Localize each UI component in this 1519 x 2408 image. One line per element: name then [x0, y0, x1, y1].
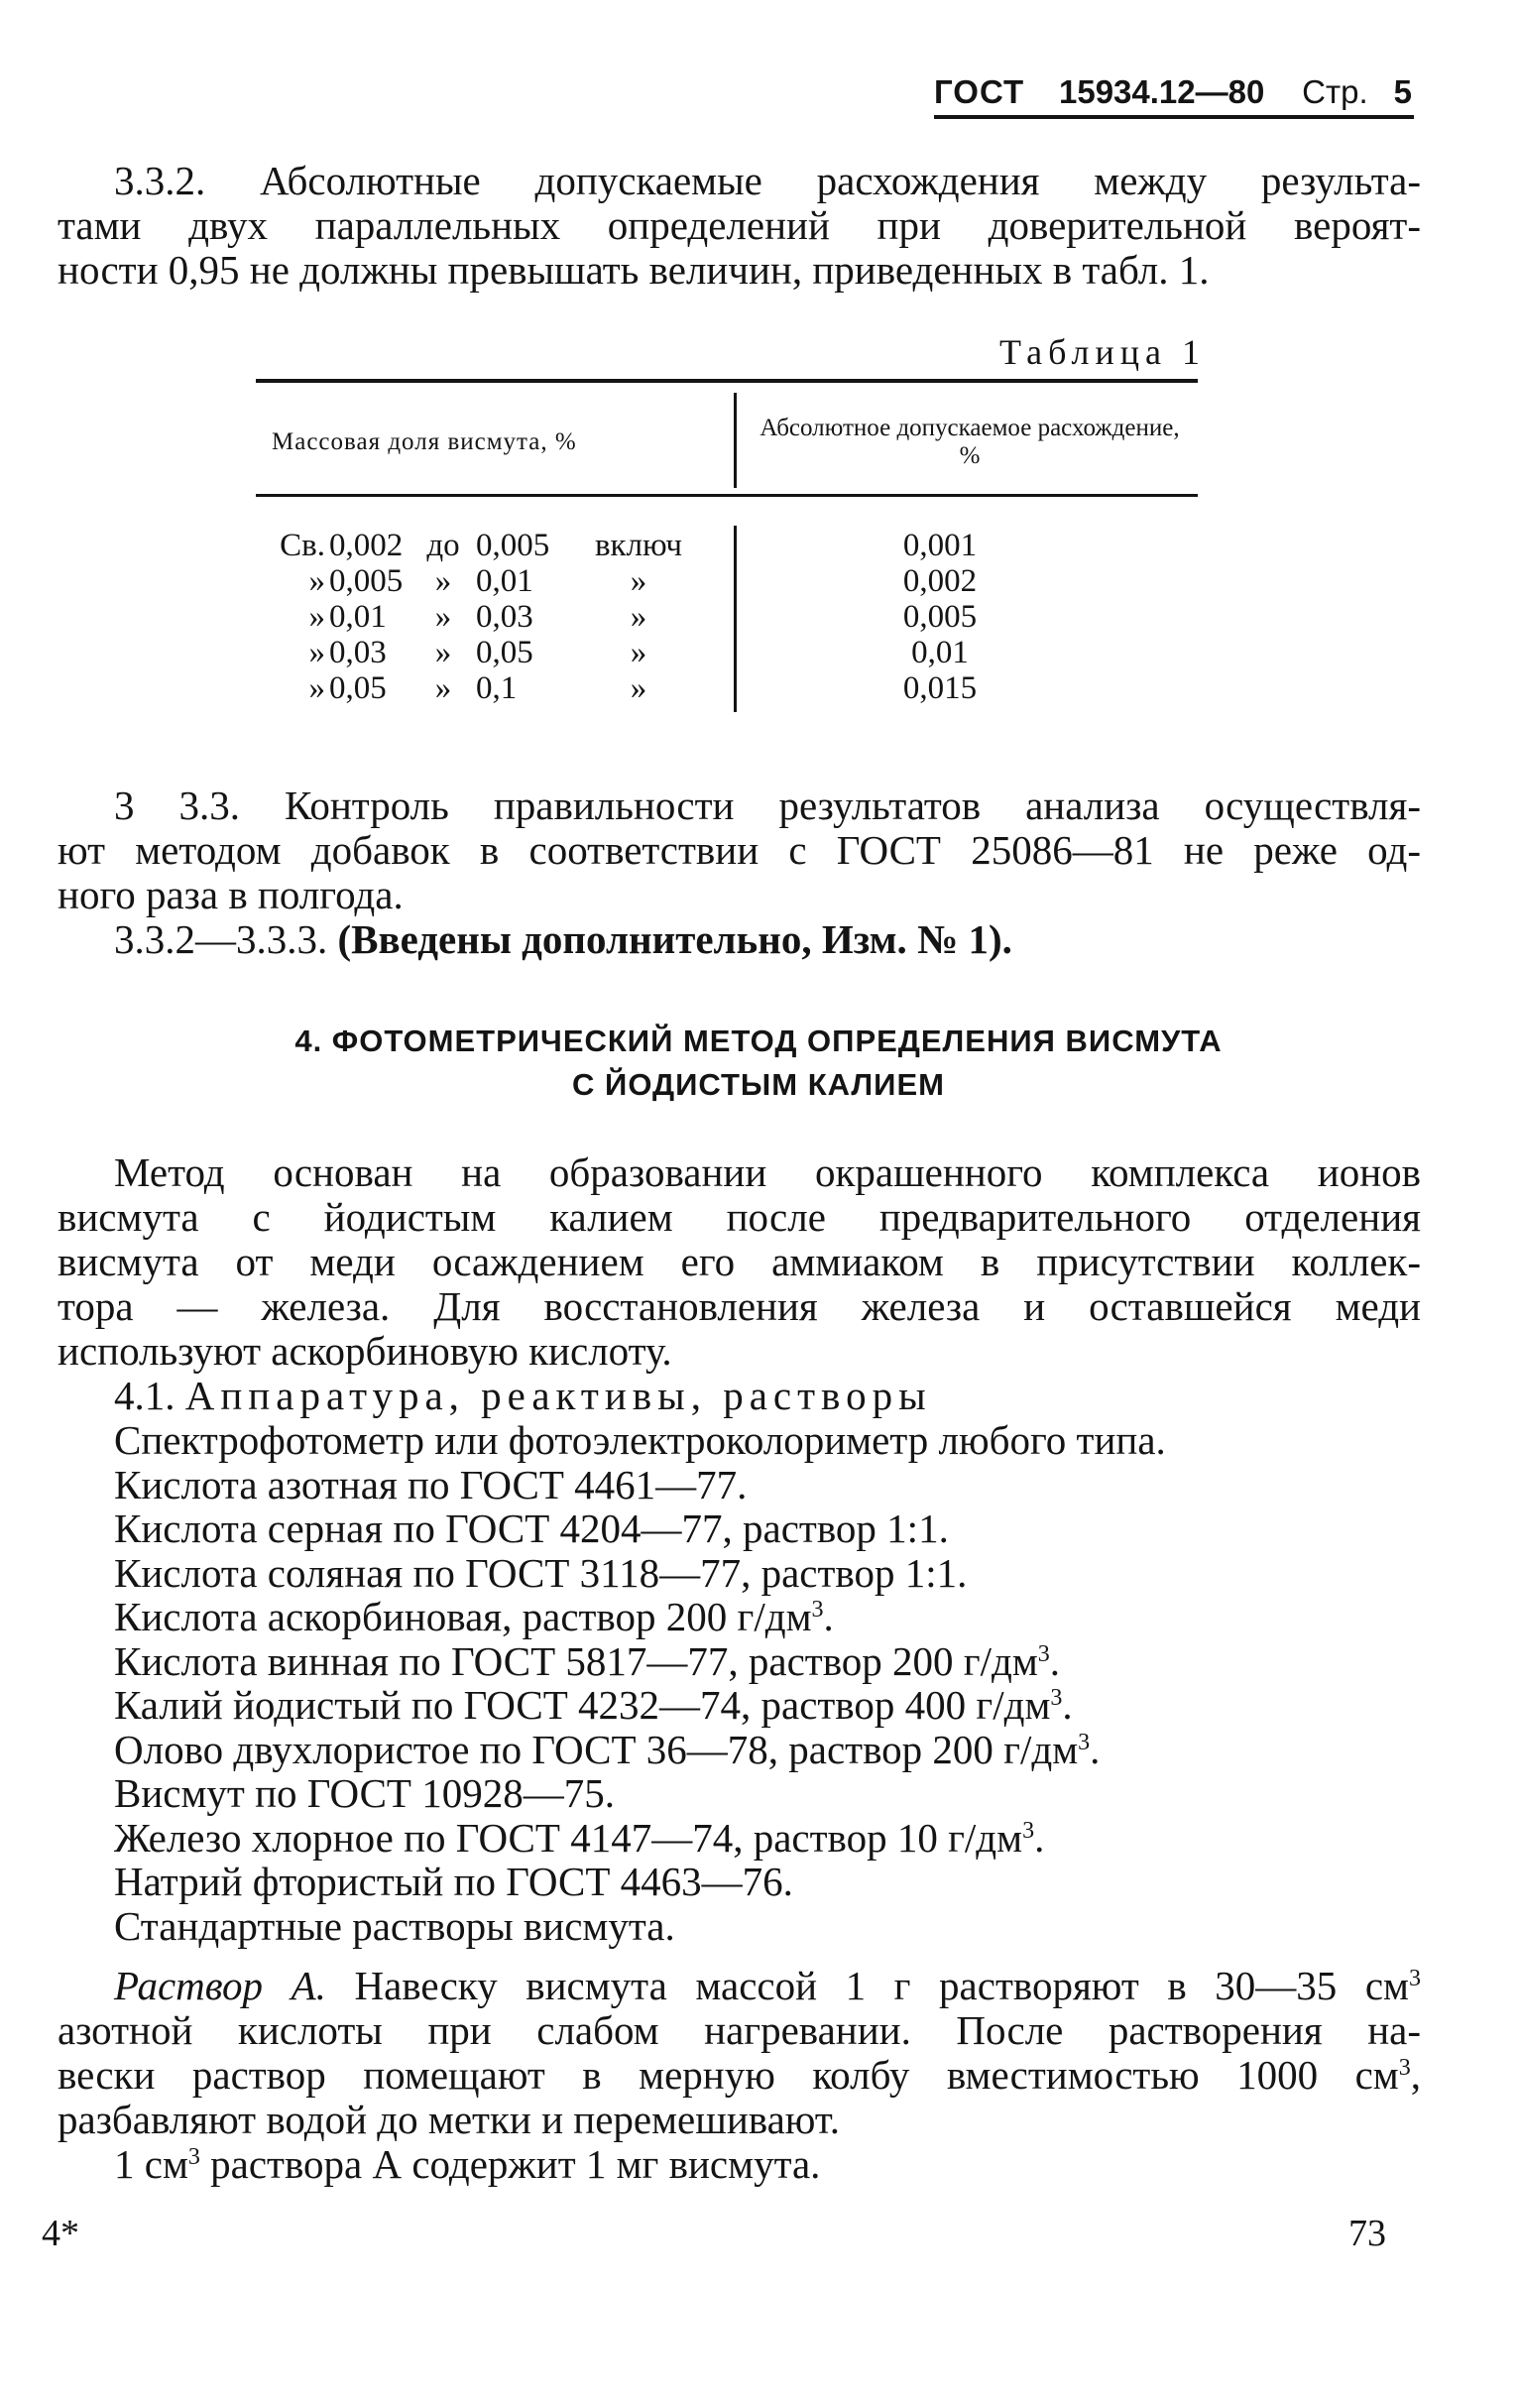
- table-row: [256, 670, 1198, 706]
- section-intro-cont: [58, 1195, 1421, 1240]
- row-value: 0,001: [902, 528, 978, 563]
- list-item: Железо хлорное по ГОСТ 4147—74, раствор 10 $г/дм^3$.: [114, 1814, 1045, 1861]
- row-suffix: »: [630, 670, 647, 706]
- paragraph-3-3-3: [114, 783, 1421, 828]
- list-item: Кислота серная по ГОСТ 4204—77, раствор 1:1.: [114, 1505, 949, 1551]
- paragraph-line: Метод основан на образовании окрашенного комплекса ионов: [114, 1149, 1421, 1195]
- table-row: [256, 563, 1198, 599]
- row-from: 0,002: [329, 528, 404, 563]
- row-suffix: »: [630, 635, 647, 670]
- amendment-ref: 3.3.2—3.3.3.: [114, 916, 328, 962]
- row-to-word: »: [434, 563, 452, 599]
- row-to: 0,03: [476, 599, 533, 635]
- row-suffix: »: [630, 599, 647, 635]
- row-from: 0,01: [329, 599, 387, 635]
- paragraph-line: азотной кислоты при слабом нагревании. После растворения на-: [58, 2007, 1421, 2053]
- row-to: 0,05: [476, 635, 533, 670]
- list-item: Кислота винная по ГОСТ 5817—77, раствор 200 $г/дм^3$.: [114, 1637, 1061, 1684]
- subsection-title: Аппаратура, реактивы, растворы: [184, 1373, 932, 1418]
- paragraph-3-3-2-cont: [58, 203, 1421, 248]
- table-body: [256, 528, 1198, 706]
- row-to-word: »: [434, 599, 452, 635]
- paragraph-3-3-2-end: [58, 248, 1421, 293]
- paragraph-line: тора — железа. Для восстановления железа и оставшейся меди: [58, 1283, 1421, 1329]
- solution-a-end: [58, 2098, 1421, 2142]
- table-row: [256, 528, 1198, 563]
- row-to: 0,005: [476, 528, 550, 563]
- section-title: [149, 1020, 1368, 1107]
- section-intro-end: [58, 1329, 1421, 1374]
- row-from: 0,005: [329, 563, 404, 599]
- footer-signature-mark: 4*: [42, 2213, 79, 2254]
- list-item: Кислота азотная по ГОСТ 4461—77.: [114, 1461, 748, 1507]
- paragraph-line: 3 3.3. Контроль правильности результатов анализа осуществля-: [114, 783, 1421, 828]
- list-item: Стандартные растворы висмута.: [114, 1902, 675, 1949]
- subsection-4-1-heading: [114, 1374, 1421, 1418]
- row-prefix: »: [308, 670, 325, 706]
- section-title-line-2: С ЙОДИСТЫМ КАЛИЕМ: [572, 1067, 945, 1102]
- footer-page-number: 73: [1348, 2213, 1386, 2254]
- reagents-list: [114, 1418, 1421, 1948]
- paragraph-line: ности 0,95 не должны превышать величин, приведенных в табл. 1.: [58, 247, 1210, 293]
- section-intro: [114, 1150, 1421, 1195]
- table-1: [256, 379, 1198, 716]
- row-to-word: до: [426, 528, 460, 563]
- page-header: [934, 69, 1414, 119]
- table-caption: Таблица 1: [999, 332, 1206, 372]
- paragraph-line: тами двух параллельных определений при доверительной вероят-: [58, 202, 1421, 248]
- row-suffix: включ: [594, 528, 683, 563]
- row-value: 0,005: [902, 599, 978, 635]
- solution-a-cont: [58, 2008, 1421, 2053]
- paragraph-line: висмута с йодистым калием после предварительного отделения: [58, 1194, 1421, 1240]
- table-header-mass-fraction: Массовая доля висмута, %: [272, 428, 577, 455]
- list-item: Кислота аскорбиновая, раствор 200 $г/дм^3$.: [114, 1594, 834, 1639]
- row-from: 0,05: [329, 670, 387, 706]
- solution-a-content: 1 $см^3$ раствора А содержит 1 мг висмута.: [114, 2141, 821, 2187]
- row-prefix: »: [308, 599, 325, 635]
- row-from: 0,03: [329, 635, 387, 670]
- table-row: [256, 599, 1198, 635]
- solution-a-cont: вески раствор помещают в мерную колбу вместимостью 1000 $см^3$,: [58, 2052, 1421, 2098]
- solution-a-label: Раствор А.: [114, 1963, 326, 2008]
- row-to-word: »: [434, 670, 452, 706]
- paragraph-line: висмута от меди осаждением его аммиаком в присутствии коллек-: [58, 1239, 1421, 1284]
- list-item: Олово двухлористое по ГОСТ 36—78, раствор 200 $г/дм^3$.: [114, 1726, 1101, 1772]
- table-row: [256, 635, 1198, 670]
- paragraph-line: ного раза в полгода.: [58, 872, 404, 917]
- row-prefix: Св.: [280, 528, 325, 563]
- table-header-tolerance: Абсолютное допускаемое расхождение, %: [760, 415, 1180, 469]
- list-item: Висмут по ГОСТ 10928—75.: [114, 1770, 615, 1816]
- list-item: Кислота соляная по ГОСТ 3118—77, раствор 1:1.: [114, 1549, 968, 1596]
- row-value: 0,002: [902, 563, 978, 599]
- row-suffix: »: [630, 563, 647, 599]
- paragraph-line: используют аскорбиновую кислоту.: [58, 1328, 672, 1374]
- paragraph-3-3-3-end: [58, 873, 1421, 917]
- row-value: 0,01: [911, 635, 969, 670]
- subsection-number: 4.1.: [114, 1373, 175, 1418]
- table-header-rule: [256, 494, 1198, 497]
- paragraph-3-3-3-cont: [58, 828, 1421, 873]
- list-item: Натрий фтористый по ГОСТ 4463—76.: [114, 1859, 793, 1904]
- solution-a-paragraph: Раствор А. Навеску висмута массой 1 г растворяют в 30—35 $см^3$: [114, 1963, 1421, 2008]
- section-intro-cont: [58, 1284, 1421, 1329]
- section-title-line-1: 4. ФОТОМЕТРИЧЕСКИЙ МЕТОД ОПРЕДЕЛЕНИЯ ВИСМУТА: [294, 1023, 1223, 1058]
- header-page: [1302, 73, 1412, 111]
- row-to-word: »: [434, 635, 452, 670]
- row-to: 0,1: [476, 670, 518, 706]
- amendment-note: [114, 917, 1421, 962]
- list-item: Калий йодистый по ГОСТ 4232—74, раствор 400 $г/дм^3$.: [114, 1682, 1073, 1728]
- header-page-number: 5: [1393, 73, 1412, 110]
- amendment-text: (Введены дополнительно, Изм. № 1).: [337, 916, 1012, 962]
- table-top-rule: [256, 379, 1198, 383]
- list-item: Спектрофотометр или фотоэлектроколориметр любого типа.: [114, 1417, 1166, 1463]
- header-standard-number: 15934.12—80: [1059, 73, 1265, 110]
- row-to: 0,01: [476, 563, 533, 599]
- paragraph-3-3-2: [114, 159, 1421, 203]
- paragraph-line: разбавляют водой до метки и перемешивают.: [58, 2097, 840, 2142]
- row-prefix: »: [308, 563, 325, 599]
- section-intro-cont: [58, 1240, 1421, 1284]
- row-prefix: »: [308, 635, 325, 670]
- row-value: 0,015: [902, 670, 978, 706]
- table-column-divider: [734, 393, 737, 488]
- header-page-label: Стр.: [1302, 73, 1368, 110]
- paragraph-line: 3.3.2. Абсолютные допускаемые расхождения между результа-: [114, 158, 1421, 203]
- header-standard: ГОСТ: [934, 73, 1025, 110]
- paragraph-line: ют методом добавок в соответствии с ГОСТ 25086—81 не реже од-: [58, 827, 1421, 873]
